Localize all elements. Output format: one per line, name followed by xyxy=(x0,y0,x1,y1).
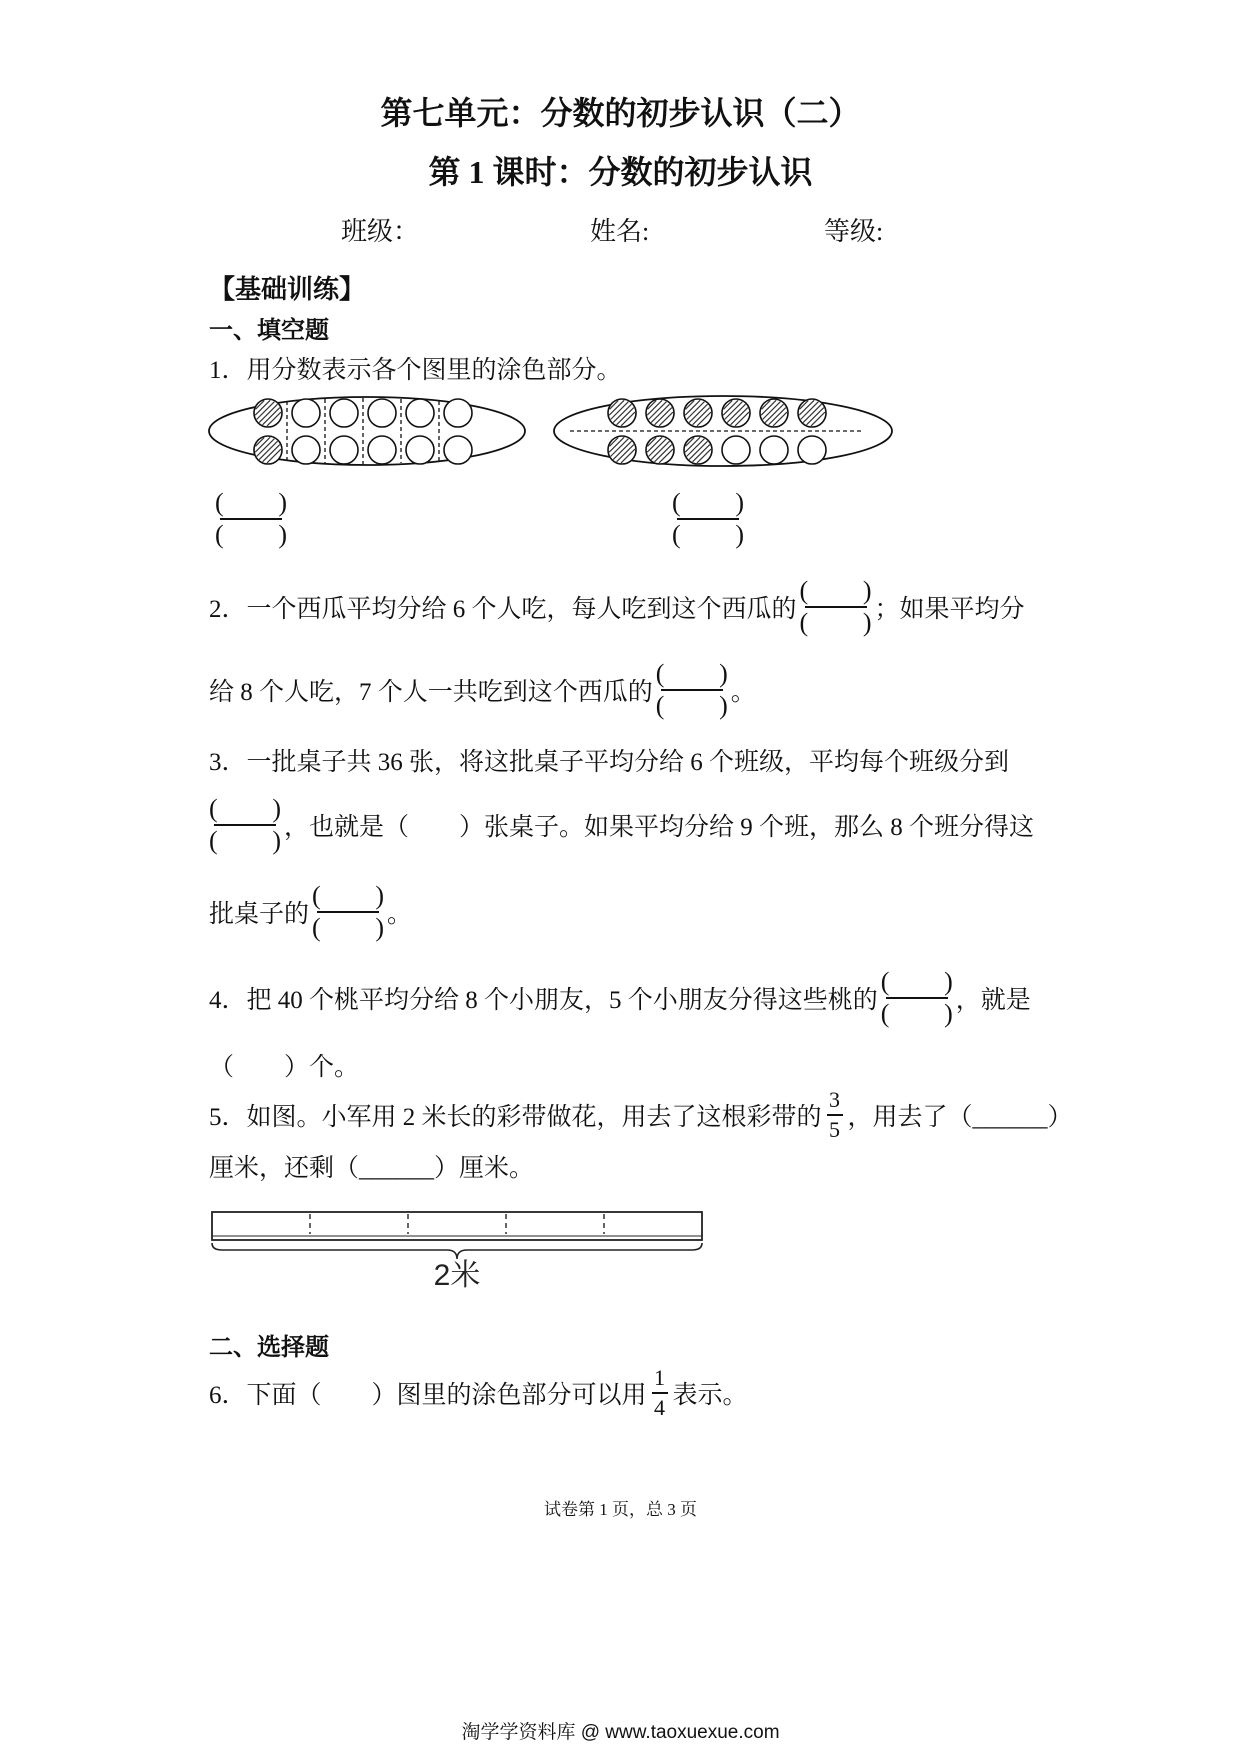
paren-close: ) xyxy=(719,691,728,720)
class-label: 班级： xyxy=(341,217,420,246)
paren-close: ) xyxy=(272,826,281,855)
question-5-line-2 xyxy=(209,1134,534,1198)
question-3-line-1 xyxy=(209,728,1009,792)
unshaded-circle xyxy=(798,436,826,464)
paren-open: ( xyxy=(655,691,665,720)
question-2-text: 给 8 个人吃，7 个人一共吃到这个西瓜的 xyxy=(209,679,653,706)
unshaded-circle xyxy=(368,436,396,464)
paren-close: ) xyxy=(272,794,281,823)
question-3-line-3 xyxy=(209,880,412,944)
fraction-bar xyxy=(220,518,282,520)
question-2-line-1 xyxy=(209,575,1025,639)
unshaded-circle xyxy=(722,436,750,464)
unshaded-circle xyxy=(330,436,358,464)
fraction-denominator-blank xyxy=(881,1000,953,1028)
fraction-denominator-blank xyxy=(215,521,287,549)
paren-open: ( xyxy=(672,520,681,549)
paren-close: ) xyxy=(862,576,872,605)
unshaded-circle xyxy=(444,436,472,464)
lesson-title: 第 1 课时：分数的初步认识 xyxy=(428,154,813,190)
paren-close: ) xyxy=(944,967,953,996)
question-5-text: 厘米，还剩（______）厘米。 xyxy=(209,1155,535,1182)
question-3-text: ，也就是（ ）张桌子。如果平均分给 9 个班，那么 8 个班分得这 xyxy=(284,814,1035,841)
paren-open: ( xyxy=(799,576,809,605)
fraction-denominator: 4 xyxy=(654,1394,666,1420)
unshaded-circle xyxy=(406,399,434,427)
fraction-numerator: 3 xyxy=(829,1087,841,1113)
question-1-text: 1．用分数表示各个图里的涂色部分。 xyxy=(209,357,622,384)
paren-close: ) xyxy=(278,488,287,517)
question-3-text: 批桌子的 xyxy=(209,901,310,928)
question-2-text: 2．一个西瓜平均分给 6 个人吃，每人吃到这个西瓜的 xyxy=(209,596,797,623)
unshaded-circle xyxy=(368,399,396,427)
paren-open: ( xyxy=(209,794,218,823)
fraction-numerator-blank xyxy=(672,489,744,517)
paren-close: ) xyxy=(862,608,872,637)
unshaded-circle xyxy=(330,399,358,427)
fraction-one-quarter xyxy=(652,1367,668,1419)
grade-label: 等级: xyxy=(824,217,884,246)
question-3-line-2 xyxy=(209,793,1034,857)
question-4-text: 4．把 40 个桃平均分给 8 个小朋友，5 个小朋友分得这些桃的 xyxy=(209,987,878,1014)
question-2-text: 。 xyxy=(730,679,756,706)
answer-fraction-blank[interactable] xyxy=(312,882,384,942)
fraction-bar xyxy=(805,606,867,608)
fraction-numerator-blank xyxy=(656,660,728,688)
question-6-text: 6．下面（ ）图里的涂色部分可以用 xyxy=(209,1382,647,1409)
section-basic-training: 【基础训练】 xyxy=(209,275,366,304)
question-5-text: ，用去了（______） xyxy=(847,1104,1073,1131)
unshaded-circle xyxy=(292,399,320,427)
question-6 xyxy=(209,1361,748,1425)
fraction-denominator-blank xyxy=(672,521,744,549)
fraction-numerator-blank xyxy=(800,577,872,605)
answer-fraction-blank[interactable] xyxy=(209,795,281,855)
fraction-numerator-blank xyxy=(209,795,281,823)
paren-open: ( xyxy=(880,967,890,996)
answer-fraction-blank[interactable] xyxy=(881,968,953,1028)
question-1-figures xyxy=(0,380,1241,480)
fraction-denominator: 5 xyxy=(829,1116,841,1142)
question-4-text: ，就是 xyxy=(955,987,1031,1014)
fraction-bar xyxy=(886,997,948,999)
fraction-denominator-blank xyxy=(209,827,281,855)
answer-fraction-blank[interactable] xyxy=(672,489,744,549)
question-4-line-1 xyxy=(209,966,1031,1030)
source-watermark: 淘学学资料库 @ www.taoxuexue.com xyxy=(461,1722,780,1743)
paren-close: ) xyxy=(735,488,744,517)
paren-open: ( xyxy=(209,826,218,855)
fraction-bar xyxy=(652,1392,668,1394)
question-2-line-2 xyxy=(209,658,756,722)
ribbon-dividers xyxy=(310,1214,604,1234)
paren-close: ) xyxy=(278,520,287,549)
fraction-three-fifths xyxy=(827,1089,843,1141)
unshaded-circle xyxy=(760,436,788,464)
unshaded-circle xyxy=(444,399,472,427)
fraction-numerator-blank xyxy=(215,489,287,517)
paren-close: ) xyxy=(375,913,385,942)
ribbon-length-label: 2米 xyxy=(433,1259,481,1292)
fraction-denominator-blank xyxy=(800,609,872,637)
answer-fraction-blank[interactable] xyxy=(656,660,728,720)
question-5-text: 5．如图。小军用 2 米长的彩带做花，用去了这根彩带的 xyxy=(209,1104,822,1131)
paren-open: ( xyxy=(215,520,224,549)
unshaded-circle xyxy=(406,436,434,464)
question-6-text: 表示。 xyxy=(672,1382,748,1409)
paren-close: ) xyxy=(719,659,728,688)
paren-open: ( xyxy=(799,608,809,637)
fraction-bar xyxy=(827,1114,843,1116)
fraction-denominator-blank xyxy=(312,914,384,942)
fraction-numerator-blank xyxy=(312,882,384,910)
page-number: 试卷第 1 页，总 3 页 xyxy=(544,1500,697,1519)
fraction-bar xyxy=(214,824,276,826)
paren-open: ( xyxy=(655,659,665,688)
question-2-text: ；如果平均分 xyxy=(874,596,1025,623)
ribbon-figure xyxy=(200,1200,720,1262)
question-4-text: （ ）个。 xyxy=(209,1054,360,1081)
paren-close: ) xyxy=(375,881,385,910)
fraction-denominator-blank xyxy=(656,692,728,720)
paren-open: ( xyxy=(880,999,890,1028)
paren-close: ) xyxy=(944,999,953,1028)
paren-open: ( xyxy=(672,488,681,517)
fraction-bar xyxy=(661,689,723,691)
paren-open: ( xyxy=(312,881,321,910)
answer-fraction-blank[interactable] xyxy=(215,489,287,549)
page-title: 第七单元：分数的初步认识（二） xyxy=(380,95,861,131)
paren-close: ) xyxy=(735,520,744,549)
fraction-numerator: 1 xyxy=(654,1365,666,1391)
question-3-text: 。 xyxy=(387,901,413,928)
section-multiple-choice: 二、选择题 xyxy=(209,1335,329,1361)
ribbon-brace xyxy=(212,1243,702,1259)
paren-open: ( xyxy=(215,488,224,517)
fraction-numerator-blank xyxy=(881,968,953,996)
fraction-bar xyxy=(317,911,379,913)
unshaded-circle xyxy=(292,436,320,464)
fraction-bar xyxy=(677,518,739,520)
question-3-text: 3．一批桌子共 36 张，将这批桌子平均分给 6 个班级，平均每个班级分到 xyxy=(209,749,1010,776)
section-fill-in: 一、填空题 xyxy=(209,318,329,344)
paren-open: ( xyxy=(312,913,321,942)
answer-fraction-blank[interactable] xyxy=(800,577,872,637)
name-label: 姓名: xyxy=(590,217,650,246)
